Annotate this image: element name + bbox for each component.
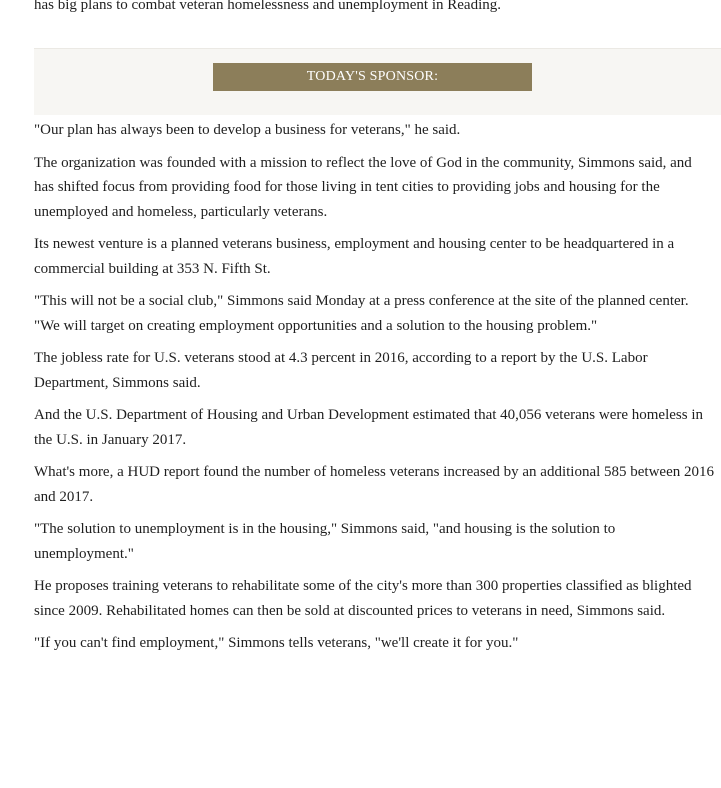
article-paragraph: "The solution to unemployment is in the housing," Simmons said, "and housing is the solution to unemployment.": [34, 521, 616, 562]
article-paragraph: "If you can't find employment," Simmons tells veterans, "we'll create it for you.": [34, 635, 519, 651]
article-paragraph: The organization was founded with a mission to reflect the love of God in the community, Simmons said, and has shifted focus from providing food for those living in tent cities to providing jobs and housing for the unemployed and homeless, particularly veterans.: [34, 154, 692, 220]
article-paragraph: And the U.S. Department of Housing and Urban Development estimated that 40,056 veterans were homeless in the U.S. in January 2017.: [34, 407, 704, 448]
article-paragraph: He proposes training veterans to rehabilitate some of the city's more than 300 properties classified as blighted since 2009. Rehabilitated homes can then be sold at discounted prices to veterans in need, Simmons said.: [34, 578, 692, 619]
article-paragraphs: [34, 118, 714, 664]
article-paragraph: The jobless rate for U.S. veterans stood at 4.3 percent in 2016, according to a report by the U.S. Labor Department, Simmons said.: [34, 350, 648, 391]
sponsor-section: [34, 48, 721, 115]
article-paragraph: Its newest venture is a planned veterans business, employment and housing center to be headquartered in a commercial building at 353 N. Fifth St.: [34, 236, 675, 277]
article-paragraph: What's more, a HUD report found the number of homeless veterans increased by an additional 585 between 2016 and 2017.: [34, 464, 714, 505]
article-paragraph: "This will not be a social club," Simmons said Monday at a press conference at the site of the planned center. "We will target on creating employment opportunities and a solution to the housing problem.": [34, 293, 689, 334]
article-paragraph: "Our plan has always been to develop a business for veterans," he said.: [34, 122, 461, 138]
sponsor-label: TODAY'S SPONSOR:: [213, 63, 532, 91]
article-paragraph-top: has big plans to combat veteran homelessness and unemployment in Reading.: [34, 0, 501, 13]
